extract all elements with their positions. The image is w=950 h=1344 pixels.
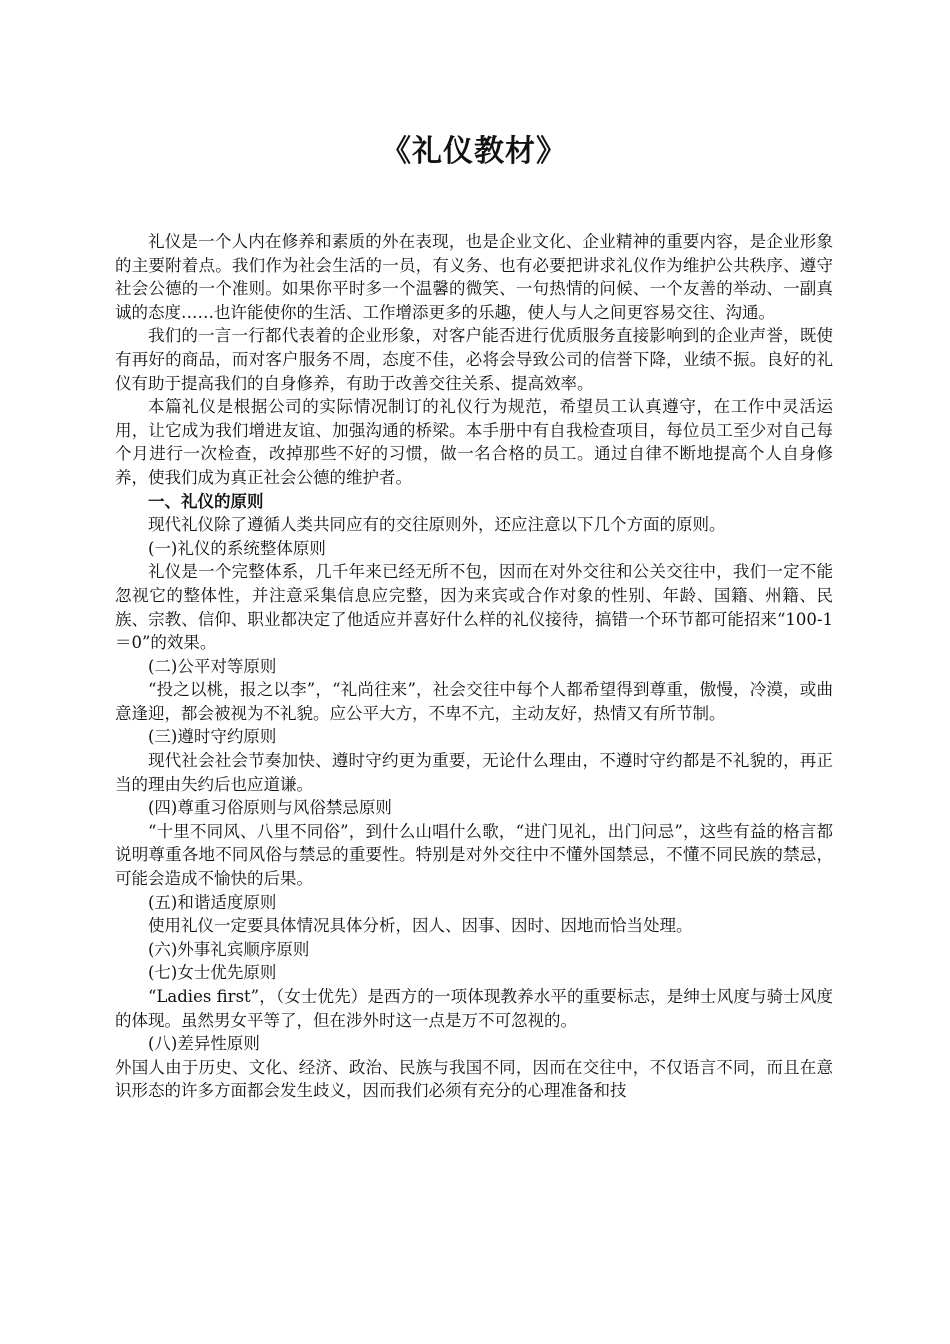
document-body bbox=[115, 230, 833, 1103]
principle-title-1: (一)礼仪的系统整体原则 bbox=[148, 538, 326, 558]
intro-paragraph-1: 礼仪是一个人内在修养和素质的外在表现，也是企业文化、企业精神的重要内容，是企业形象的主要附着点。我们作为社会生活的一员，有义务、也有必要把讲求礼仪作为维护公共秩序、遵守社会公德的一个准则。如果你平时多一个温馨的微笑、一句热情的问候、一个友善的举动、一副真诚的态度……也许能使你的生活、工作增添更多的乐趣，使人与人之间更容易交往、沟通。 bbox=[115, 232, 833, 322]
principle-title-6: (六)外事礼宾顺序原则 bbox=[148, 939, 310, 959]
intro-paragraph-3: 本篇礼仪是根据公司的实际情况制订的礼仪行为规范，希望员工认真遵守，在工作中灵活运用，让它成为我们增进友谊、加强沟通的桥梁。本手册中有自我检查项目，每位员工至少对自己每个月进行一次检查，改掉那些不好的习惯，做一名合格的员工。通过自律不断地提高个人自身修养，使我们成为真正社会公德的维护者。 bbox=[115, 397, 833, 487]
principle-text-1: 礼仪是一个完整体系，几千年来已经无所不包，因而在对外交往和公关交往中，我们一定不能忽视它的整体性，并注意采集信息应完整，因为来宾或合作对象的性别、年龄、国籍、州籍、民族、宗教、信仰、职业都决定了他适应并喜好什么样的礼仪接待，搞错一个环节都可能招来“100-1＝0”的效果。 bbox=[115, 562, 833, 653]
document-title: 《礼仪教材》 bbox=[381, 134, 567, 169]
principle-text-3: 现代社会社会节奏加快、遵时守约更为重要，无论什么理由，不遵时守约都是不礼貌的，再正当的理由失约后也应道谦。 bbox=[115, 751, 833, 794]
principle-text-5: 使用礼仪一定要具体情况具体分析，因人、因事、因时、因地而恰当处理。 bbox=[148, 916, 693, 936]
principle-title-7: (七)女士优先原则 bbox=[148, 963, 277, 983]
intro-paragraph-2: 我们的一言一行都代表着的企业形象，对客户能否进行优质服务直接影响到的企业声誉，既使有再好的商品，而对客户服务不周，态度不佳，必将会导致公司的信誉下降，业绩不振。良好的礼仪有助于提高我们的自身修养，有助于改善交往关系、提高效率。 bbox=[115, 326, 833, 393]
principle-title-2: (二)公平对等原则 bbox=[148, 656, 277, 676]
principle-title-3: (三)遵时守约原则 bbox=[148, 727, 277, 747]
principle-title-5: (五)和谐适度原则 bbox=[148, 892, 277, 912]
principle-text-7: “Ladies first”，（女士优先）是西方的一项体现教养水平的重要标志，是绅士风度与骑士风度的体现。虽然男女平等了，但在涉外时这一点是万不可忽视的。 bbox=[115, 987, 833, 1030]
section-lead-paragraph: 现代礼仪除了遵循人类共同应有的交往原则外，还应注意以下几个方面的原则。 bbox=[148, 515, 726, 535]
principle-title-8: (八)差异性原则 bbox=[148, 1034, 260, 1054]
section-heading: 一、礼仪的原则 bbox=[148, 491, 264, 511]
principle-text-8: 外国人由于历史、文化、经济、政治、民族与我国不同，因而在交往中，不仅语言不同，而且在意识形态的许多方面都会发生歧义，因而我们必须有充分的心理准备和技 bbox=[115, 1057, 833, 1101]
principle-text-4: “十里不同风、八里不同俗”，到什么山唱什么歌，“进门见礼，出门问忌”，这些有益的格言都说明尊重各地不同风俗与禁忌的重要性。特别是对外交往中不懂外国禁忌，不懂不同民族的禁忌，可能会造成不愉快的后果。 bbox=[115, 821, 833, 889]
document-page bbox=[115, 128, 833, 1103]
principle-title-4: (四)尊重习俗原则与风俗禁忌原则 bbox=[148, 798, 392, 818]
principle-text-2: “投之以桃，报之以李”，“礼尚往来”，社会交往中每个人都希望得到尊重，傲慢，冷漠，或曲意逢迎，都会被视为不礼貌。应公平大方，不卑不亢，主动友好，热情又有所节制。 bbox=[115, 680, 833, 723]
